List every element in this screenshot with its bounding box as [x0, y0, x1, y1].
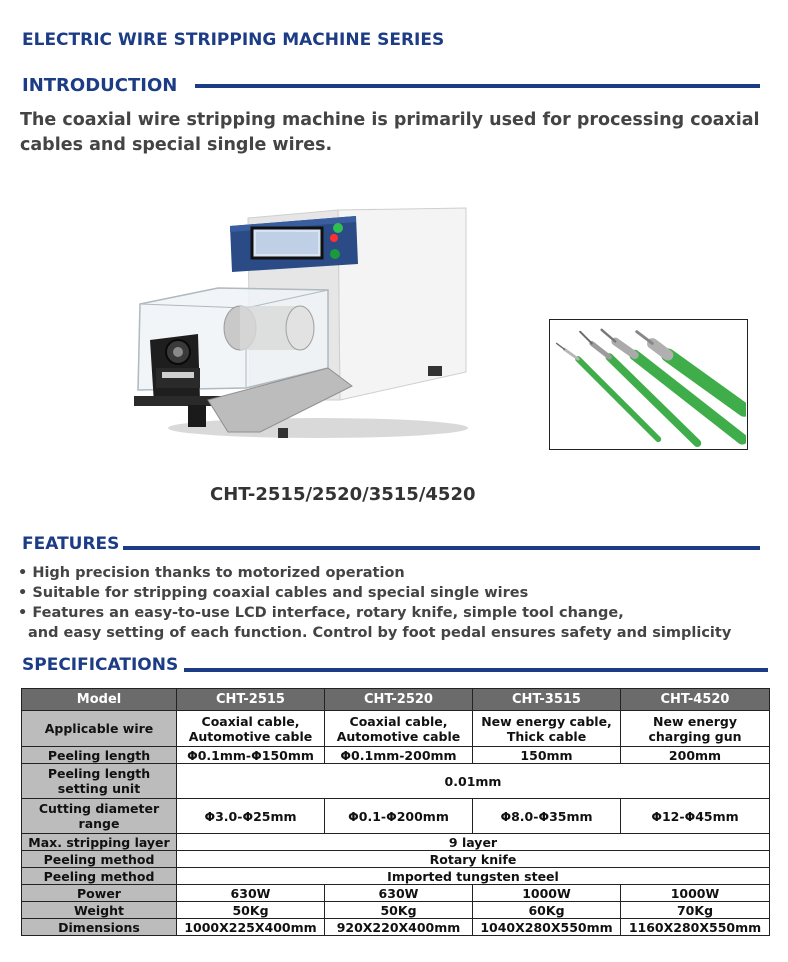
table-cell: Φ12-Φ45mm — [621, 799, 770, 834]
table-row — [22, 764, 770, 799]
table-cell: 70Kg — [621, 902, 770, 919]
row-label: Peeling length setting unit — [22, 764, 177, 799]
page-title: ELECTRIC WIRE STRIPPING MACHINE SERIES — [22, 30, 445, 50]
table-cell: Φ3.0-Φ25mm — [177, 799, 325, 834]
table-row — [22, 747, 770, 764]
table-cell: Φ0.1-Φ200mm — [325, 799, 473, 834]
row-label: Cutting diameter range — [22, 799, 177, 834]
specifications-table — [21, 688, 770, 936]
table-row — [22, 885, 770, 902]
table-cell-merged: 0.01mm — [177, 764, 770, 799]
stripped-cable-image — [549, 319, 748, 450]
table-cell-merged: Imported tungsten steel — [177, 868, 770, 885]
introduction-text: The coaxial wire stripping machine is primarily used for processing coaxial cables and special single wires. — [20, 110, 760, 155]
table-cell: 60Kg — [473, 902, 621, 919]
table-cell: Φ0.1mm-200mm — [325, 747, 473, 764]
specifications-heading-label: SPECIFICATIONS — [22, 655, 179, 675]
table-cell: 50Kg — [177, 902, 325, 919]
model-caption: CHT-2515/2520/3515/4520 — [210, 484, 476, 505]
table-cell: 150mm — [473, 747, 621, 764]
table-row — [22, 711, 770, 747]
table-header-cell: CHT-2520 — [325, 689, 473, 711]
table-cell-merged: 9 layer — [177, 834, 770, 851]
row-label: Weight — [22, 902, 177, 919]
table-cell: Φ8.0-Φ35mm — [473, 799, 621, 834]
specifications-divider — [184, 668, 768, 672]
row-label: Applicable wire — [22, 711, 177, 747]
table-row — [22, 851, 770, 868]
table-header-cell: CHT-3515 — [473, 689, 621, 711]
features-list — [18, 563, 731, 643]
table-cell: New energy charging gun — [621, 711, 770, 747]
table-cell: 1040X280X550mm — [473, 919, 621, 936]
features-heading-label: FEATURES — [22, 534, 120, 554]
features-heading — [22, 534, 760, 554]
row-label: Power — [22, 885, 177, 902]
table-header-cell: Model — [22, 689, 177, 711]
table-cell: 1000W — [473, 885, 621, 902]
table-cell: 200mm — [621, 747, 770, 764]
introduction-heading-label: INTRODUCTION — [22, 75, 178, 96]
introduction-divider — [195, 84, 760, 88]
feature-item: • Features an easy-to-use LCD interface, rotary knife, simple tool change, — [18, 605, 624, 621]
table-cell: 50Kg — [325, 902, 473, 919]
table-row — [22, 919, 770, 936]
table-cell: 630W — [177, 885, 325, 902]
stripped-cable-illustration — [550, 320, 746, 448]
feature-item-continuation: and easy setting of each function. Control by foot pedal ensures safety and simplicity — [28, 625, 732, 641]
introduction-heading — [22, 75, 760, 96]
table-cell: 1000X225X400mm — [177, 919, 325, 936]
table-cell-merged: Rotary knife — [177, 851, 770, 868]
table-cell: Φ0.1mm-Φ150mm — [177, 747, 325, 764]
table-cell: 920X220X400mm — [325, 919, 473, 936]
table-cell: 630W — [325, 885, 473, 902]
wire-stripping-machine-image — [128, 200, 473, 445]
table-cell: 1160X280X550mm — [621, 919, 770, 936]
row-label: Peeling length — [22, 747, 177, 764]
feature-item: • Suitable for stripping coaxial cables and special single wires — [18, 585, 529, 601]
table-cell: Coaxial cable, Automotive cable — [177, 711, 325, 747]
table-cell: Coaxial cable, Automotive cable — [325, 711, 473, 747]
table-row — [22, 834, 770, 851]
feature-item: • High precision thanks to motorized operation — [18, 565, 405, 581]
row-label: Max. stripping layer — [22, 834, 177, 851]
row-label: Peeling method — [22, 868, 177, 885]
row-label: Dimensions — [22, 919, 177, 936]
features-divider — [123, 546, 760, 550]
row-label: Peeling method — [22, 851, 177, 868]
table-cell: 1000W — [621, 885, 770, 902]
table-header-cell: CHT-2515 — [177, 689, 325, 711]
table-row — [22, 902, 770, 919]
table-header-row — [22, 689, 770, 711]
specifications-heading — [22, 655, 768, 675]
table-header-cell: CHT-4520 — [621, 689, 770, 711]
table-cell: New energy cable, Thick cable — [473, 711, 621, 747]
table-row — [22, 799, 770, 834]
table-row — [22, 868, 770, 885]
